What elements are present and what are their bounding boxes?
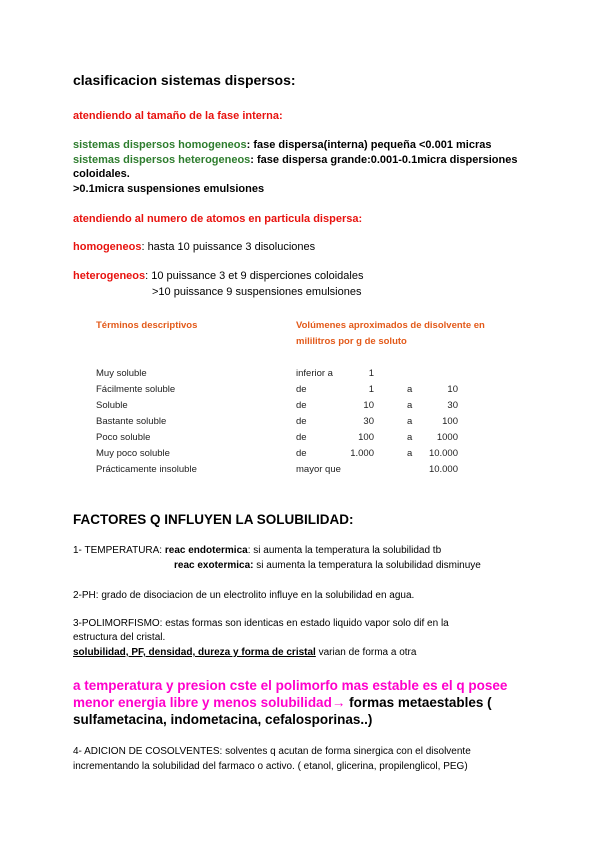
polymorphism-properties: solubilidad, PF, densidad, dureza y forma de cristal — [73, 647, 316, 658]
table-cell-from: 30 — [363, 416, 374, 427]
hetero-line-2: >10 puissance 9 suspensiones emulsiones — [152, 286, 362, 298]
homo-line — [73, 241, 315, 253]
table-cell-to: 1000 — [436, 432, 458, 443]
table-cell-from: 1.000 — [350, 448, 374, 459]
exo-label: reac exotermica: — [174, 560, 254, 571]
table-cell-term: Bastante soluble — [96, 416, 167, 427]
polymorphism-rest: varian de forma a otra — [315, 647, 417, 658]
factor-temperature-label: 1- TEMPERATURA: — [73, 545, 165, 556]
table-header-volumes-2: mililitros por g de soluto — [296, 336, 407, 347]
polymorphism-note-magenta: menor energia libre y menos solubilidad→ — [73, 695, 346, 710]
table-cell-to: 100 — [442, 416, 458, 427]
table-cell-prefix: de — [296, 400, 307, 411]
table-header-terms: Términos descriptivos — [96, 320, 198, 331]
table-cell-term: Muy soluble — [96, 368, 147, 379]
table-cell-to: 10 — [447, 384, 458, 395]
polymorphism-note-1: a temperatura y presion cste el polimorfo mas estable es el q posee — [73, 678, 508, 693]
hetero-label: heterogeneos — [73, 270, 146, 282]
endo-text: : si aumenta la temperatura la solubilidad tb — [247, 545, 442, 556]
table-cell-term: Soluble — [96, 400, 128, 411]
page-title: clasificacion sistemas dispersos: — [73, 72, 296, 88]
homo-text: : hasta 10 puissance 3 disoluciones — [141, 241, 316, 253]
table-cell-to: 10.000 — [428, 464, 458, 475]
factor-polymorphism-2: estructura del cristal. — [73, 632, 166, 643]
table-header-volumes-1: Volúmenes aproximados de disolvente en — [296, 320, 485, 331]
section-size-title: atendiendo al tamaño de la fase interna: — [73, 110, 283, 122]
table-cell-a: a — [407, 400, 413, 411]
table-cell-a: a — [407, 432, 413, 443]
table-cell-from: 100 — [358, 432, 374, 443]
endo-label: reac endotermica — [164, 545, 248, 556]
table-cell-from: 10 — [363, 400, 374, 411]
table-cell-prefix: inferior a — [296, 368, 333, 379]
table-cell-from: 1 — [368, 368, 374, 379]
hetero-line — [73, 270, 363, 282]
heterog-text: : fase dispersa grande:0.001-0.1micra dispersiones — [250, 154, 518, 166]
table-cell-from: 1 — [368, 384, 374, 395]
heterog-line — [73, 154, 517, 166]
homo-label: homogeneos — [73, 241, 142, 253]
table-cell-a: a — [407, 448, 413, 459]
table-cell-prefix: de — [296, 448, 307, 459]
factor-temperature — [73, 545, 441, 556]
polymorphism-note-black: formas metaestables ( — [345, 695, 492, 710]
table-cell-to: 10.000 — [428, 448, 458, 459]
polymorphism-note-2 — [73, 695, 492, 710]
exo-text: si aumenta la temperatura la solubilidad disminuye — [253, 560, 481, 571]
table-cell-term: Fácilmente soluble — [96, 384, 176, 395]
heterog-label: sistemas dispersos heterogeneos — [73, 154, 251, 166]
table-cell-term: Muy poco soluble — [96, 448, 170, 459]
table-cell-prefix: mayor que — [296, 464, 341, 475]
table-cell-to: 30 — [447, 400, 458, 411]
factors-title: FACTORES Q INFLUYEN LA SOLUBILIDAD: — [73, 512, 354, 527]
table-cell-prefix: de — [296, 384, 307, 395]
homog-line — [73, 139, 491, 151]
table-cell-term: Poco soluble — [96, 432, 151, 443]
factor-cosolvents-1: 4- ADICION DE COSOLVENTES: solventes q acutan de forma sinergica con el disolvente — [73, 746, 471, 757]
table-cell-prefix: de — [296, 432, 307, 443]
factor-polymorphism-1: 3-POLIMORFISMO: estas formas son identicas en estado liquido vapor solo dif en la — [73, 618, 449, 629]
polymorphism-note-3: sulfametacina, indometacina, cefalosporinas..) — [73, 712, 373, 727]
homog-text: : fase dispersa(interna) pequeña <0.001 micras — [246, 139, 492, 151]
table-cell-a: a — [407, 384, 413, 395]
factor-temperature-exo — [174, 560, 481, 571]
heterog-line-2: coloidales. — [73, 168, 130, 180]
section-atoms-title: atendiendo al numero de atomos en particula dispersa: — [73, 213, 363, 225]
factor-polymorphism-3 — [73, 647, 416, 658]
table-cell-term: Prácticamente insoluble — [96, 464, 197, 475]
table-cell-prefix: de — [296, 416, 307, 427]
heterog-line-3: >0.1micra suspensiones emulsiones — [73, 183, 265, 195]
hetero-text: : 10 puissance 3 et 9 disperciones coloidales — [145, 270, 364, 282]
table-cell-a: a — [407, 416, 413, 427]
factor-ph: 2-PH: grado de disociacion de un electrolito influye en la solubilidad en agua. — [73, 590, 415, 601]
homog-label: sistemas dispersos homogeneos — [73, 139, 247, 151]
factor-cosolvents-2: incrementando la solubilidad del farmaco o activo. ( etanol, glicerina, propilenglicol, PEG) — [73, 761, 468, 772]
